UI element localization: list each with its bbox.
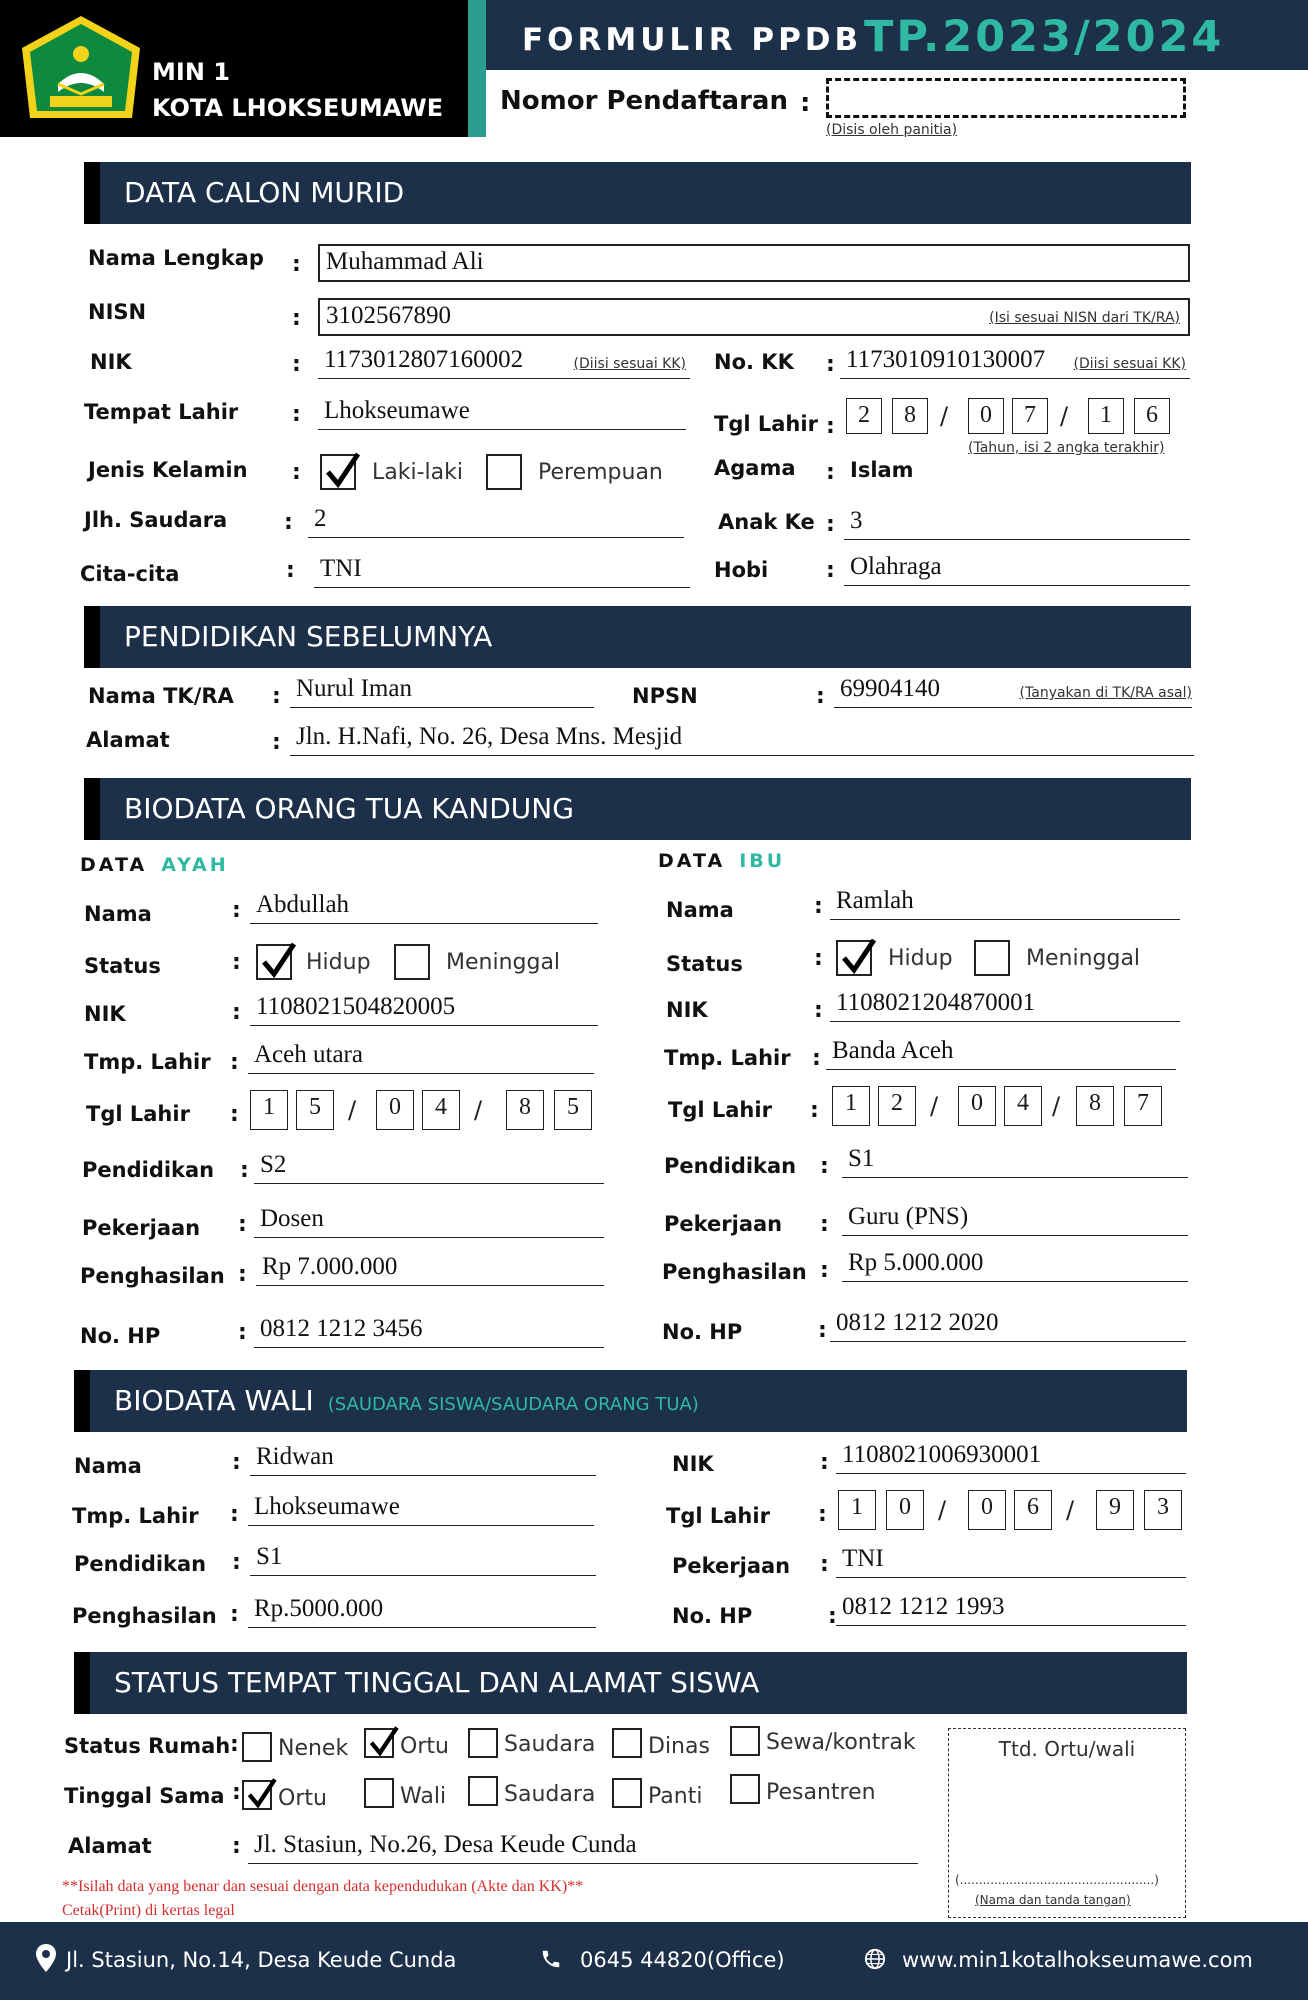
check-icon	[246, 1776, 280, 1810]
wali-label-pendidikan: Pendidikan	[74, 1552, 207, 1576]
label-npsn: NPSN	[632, 684, 698, 708]
colon: :	[814, 894, 823, 919]
label-rumah-nenek: Nenek	[278, 1736, 349, 1761]
subhead-data-ayah: DATA AYAH	[80, 854, 229, 876]
colon: :	[818, 1502, 827, 1527]
label-alamat-tk: Alamat	[86, 728, 170, 752]
section-pendidikan-sebelumnya: PENDIDIKAN SEBELUMNYA	[84, 606, 1191, 668]
wali-field-tmp-lahir[interactable]: Lhokseumawe	[248, 1484, 594, 1526]
signature-box[interactable]	[948, 1728, 1186, 1918]
wali-label-no-hp: No. HP	[672, 1604, 753, 1628]
digit[interactable]: 2	[878, 1086, 916, 1126]
label-rumah-sewa: Sewa/kontrak	[766, 1730, 916, 1755]
ibu-field-nama[interactable]: Ramlah	[830, 880, 1180, 920]
checkbox-perempuan[interactable]	[486, 454, 522, 490]
ibu-field-penghasilan[interactable]: Rp 5.000.000	[842, 1244, 1188, 1282]
form-year: TP.2023/2024	[864, 12, 1225, 62]
date-separator: /	[938, 1496, 947, 1524]
colon: :	[292, 460, 301, 485]
ibu-field-nik[interactable]: 1108021204870001	[830, 984, 1180, 1022]
reg-number-note: (Disis oleh panitia)	[826, 122, 958, 138]
colon: :	[272, 730, 281, 755]
field-cita-cita[interactable]: TNI	[314, 548, 690, 588]
ibu-label-pekerjaan: Pekerjaan	[664, 1212, 783, 1236]
ibu-label-no-hp: No. HP	[662, 1320, 743, 1344]
ibu-label-nik: NIK	[666, 998, 708, 1022]
colon: :	[828, 1604, 837, 1629]
section-biodata-orang-tua: BIODATA ORANG TUA KANDUNG	[84, 778, 1191, 840]
ibu-checkbox-meninggal[interactable]	[974, 940, 1010, 976]
ibu-label-meninggal: Meninggal	[1026, 946, 1141, 971]
ayah-label-tmp-lahir: Tmp. Lahir	[84, 1050, 211, 1074]
label-alamat-siswa: Alamat	[68, 1834, 152, 1858]
ayah-label-status: Status	[84, 954, 161, 978]
footer-address: Jl. Stasiun, No.14, Desa Keude Cunda	[66, 1948, 457, 1972]
digit[interactable]: 1	[838, 1490, 876, 1530]
ayah-checkbox-hidup[interactable]	[256, 944, 292, 980]
label-sama-panti: Panti	[648, 1784, 703, 1809]
ayah-label-no-hp: No. HP	[80, 1324, 161, 1348]
value-agama: Islam	[850, 458, 914, 482]
colon: :	[232, 950, 241, 975]
label-jenis-kelamin: Jenis Kelamin	[88, 458, 248, 482]
signature-note: (Nama dan tanda tangan)	[975, 1893, 1131, 1907]
checkbox-sama-panti[interactable]	[612, 1778, 642, 1808]
digit[interactable]: 0	[958, 1086, 996, 1126]
colon: :	[284, 510, 293, 535]
header-title-bar	[486, 0, 1308, 70]
ayah-label-pendidikan: Pendidikan	[82, 1158, 215, 1182]
field-tempat-lahir[interactable]: Lhokseumawe	[318, 390, 686, 430]
ayah-field-penghasilan[interactable]: Rp 7.000.000	[256, 1250, 604, 1286]
wali-label-tmp-lahir: Tmp. Lahir	[72, 1504, 199, 1528]
ibu-field-tmp-lahir[interactable]: Banda Aceh	[826, 1030, 1176, 1070]
colon: :	[230, 1602, 239, 1627]
ayah-checkbox-meninggal[interactable]	[394, 944, 430, 980]
colon: :	[826, 460, 835, 485]
header-brand	[0, 0, 468, 137]
wali-field-penghasilan[interactable]: Rp.5000.000	[248, 1586, 596, 1628]
ibu-field-no-hp[interactable]: 0812 1212 2020	[830, 1302, 1186, 1342]
ayah-field-pendidikan[interactable]: S2	[254, 1144, 604, 1184]
digit[interactable]: 4	[1004, 1086, 1042, 1126]
wali-field-no-hp[interactable]: 0812 1212 1993	[836, 1586, 1186, 1626]
colon: :	[238, 1262, 247, 1287]
ayah-label-hidup: Hidup	[306, 950, 371, 975]
label-nik: NIK	[90, 350, 132, 374]
digit[interactable]: 1	[832, 1086, 870, 1126]
digit[interactable]: 6	[1134, 398, 1170, 434]
date-separator: /	[930, 1092, 939, 1120]
colon: :	[820, 1212, 829, 1237]
field-npsn[interactable]: 69904140 (Tanyakan di TK/RA asal)	[834, 672, 1192, 708]
colon: :	[238, 1320, 247, 1345]
colon: :	[826, 512, 835, 537]
digit[interactable]: 0	[968, 1490, 1006, 1530]
wali-field-nama[interactable]: Ridwan	[250, 1436, 596, 1476]
digit[interactable]: 7	[1124, 1086, 1162, 1126]
reg-number-box[interactable]	[826, 78, 1186, 118]
checkbox-laki-laki[interactable]	[320, 454, 356, 490]
ibu-checkbox-hidup[interactable]	[836, 940, 872, 976]
wali-field-pekerjaan[interactable]: TNI	[836, 1536, 1186, 1578]
ibu-label-tgl-lahir: Tgl Lahir	[668, 1098, 772, 1122]
label-tgl-lahir: Tgl Lahir	[714, 412, 818, 436]
ibu-label-pendidikan: Pendidikan	[664, 1154, 797, 1178]
ayah-label-nama: Nama	[84, 902, 152, 926]
colon: :	[230, 1502, 239, 1527]
digit[interactable]: 8	[892, 398, 928, 434]
colon: :	[272, 684, 281, 709]
digit[interactable]: 1	[1088, 398, 1124, 434]
ibu-label-tmp-lahir: Tmp. Lahir	[664, 1046, 791, 1070]
globe-icon	[864, 1948, 886, 1970]
colon: :	[814, 998, 823, 1023]
colon: :	[820, 1552, 829, 1577]
label-status-rumah: Status Rumah	[64, 1734, 231, 1758]
ayah-label-nik: NIK	[84, 1002, 126, 1026]
colon: :	[230, 1050, 239, 1075]
colon: :	[292, 306, 301, 331]
colon: :	[230, 1102, 239, 1127]
label-perempuan: Perempuan	[538, 460, 663, 485]
ayah-field-nik[interactable]: 1108021504820005	[250, 990, 598, 1026]
date-separator: /	[474, 1096, 483, 1124]
digit[interactable]: 0	[886, 1490, 924, 1530]
colon: :	[810, 1098, 819, 1123]
colon: :	[816, 684, 825, 709]
kemenag-logo	[18, 14, 144, 130]
school-name: MIN 1 KOTA LHOKSEUMAWE	[152, 58, 444, 122]
reg-colon: :	[800, 88, 811, 118]
ayah-field-pekerjaan[interactable]: Dosen	[254, 1198, 604, 1238]
form-title: FORMULIR PPDB	[522, 22, 863, 58]
label-sama-saudara: Saudara	[504, 1782, 596, 1807]
wali-label-nama: Nama	[74, 1454, 142, 1478]
digit[interactable]: 1	[250, 1090, 288, 1130]
label-nisn: NISN	[88, 300, 147, 324]
colon: :	[240, 1158, 249, 1183]
phone-icon	[540, 1948, 562, 1970]
ibu-field-pekerjaan[interactable]: Guru (PNS)	[842, 1196, 1188, 1236]
colon: :	[232, 1000, 241, 1025]
field-nama-tk[interactable]: Nurul Iman	[290, 672, 594, 708]
date-separator: /	[1066, 1496, 1075, 1524]
colon: :	[286, 558, 295, 583]
digit[interactable]: 5	[296, 1090, 334, 1130]
wali-label-nik: NIK	[672, 1452, 714, 1476]
wali-field-nik[interactable]: 1108021006930001	[836, 1434, 1186, 1474]
checkbox-rumah-ortu[interactable]	[364, 1728, 394, 1758]
label-rumah-ortu: Ortu	[400, 1734, 449, 1759]
label-nama-tk: Nama TK/RA	[88, 684, 234, 708]
colon: :	[232, 1450, 241, 1475]
colon: :	[292, 352, 301, 377]
date-separator: /	[1060, 402, 1069, 430]
checkbox-rumah-sewa[interactable]	[730, 1726, 760, 1756]
label-hobi: Hobi	[714, 558, 769, 582]
colon: :	[826, 414, 835, 439]
colon: :	[820, 1258, 829, 1283]
date-separator: /	[1052, 1092, 1061, 1120]
ayah-field-tgl-lahir[interactable]	[250, 1090, 598, 1132]
checkbox-sama-saudara[interactable]	[468, 1776, 498, 1806]
ayah-label-pekerjaan: Pekerjaan	[82, 1216, 201, 1240]
ibu-field-tgl-lahir[interactable]	[832, 1086, 1180, 1128]
colon: :	[292, 402, 301, 427]
checkbox-rumah-saudara[interactable]	[468, 1728, 498, 1758]
label-agama: Agama	[714, 456, 796, 480]
wali-label-penghasilan: Penghasilan	[72, 1604, 217, 1628]
label-tinggal-sama: Tinggal Sama	[64, 1784, 225, 1808]
section-status-tempat-tinggal: STATUS TEMPAT TINGGAL DAN ALAMAT SISWA	[74, 1652, 1187, 1714]
ayah-label-penghasilan: Penghasilan	[80, 1264, 225, 1288]
digit[interactable]: 4	[422, 1090, 460, 1130]
digit[interactable]: 0	[376, 1090, 414, 1130]
section-biodata-wali: BIODATA WALI (SAUDARA SISWA/SAUDARA ORANG TUA)	[74, 1370, 1187, 1432]
colon: :	[826, 558, 835, 583]
colon: :	[826, 352, 835, 377]
field-nisn[interactable]: 3102567890 (Isi sesuai NISN dari TK/RA)	[318, 298, 1190, 336]
ayah-label-tgl-lahir: Tgl Lahir	[86, 1102, 190, 1126]
tgl-lahir-note: (Tahun, isi 2 angka terakhir)	[968, 440, 1165, 456]
header-accent-strip	[468, 0, 486, 137]
label-no-kk: No. KK	[714, 350, 794, 374]
field-hobi[interactable]: Olahraga	[844, 546, 1190, 586]
footer-website[interactable]: www.min1kotalhokseumawe.com	[902, 1948, 1253, 1972]
subhead-data-ibu: DATA IBU	[658, 850, 786, 872]
digit[interactable]: 2	[846, 398, 882, 434]
field-anak-ke[interactable]: 3	[844, 500, 1190, 540]
check-icon	[840, 936, 880, 976]
digit[interactable]: 5	[554, 1090, 592, 1130]
check-icon	[260, 940, 300, 980]
field-jlh-saudara[interactable]: 2	[308, 498, 684, 538]
label-rumah-saudara: Saudara	[504, 1732, 596, 1757]
wali-field-tgl-lahir[interactable]	[838, 1490, 1188, 1532]
field-tgl-lahir-murid[interactable]	[846, 398, 1176, 438]
checkbox-rumah-dinas[interactable]	[612, 1728, 642, 1758]
digit[interactable]: 0	[968, 398, 1004, 434]
field-alamat-tk[interactable]: Jln. H.Nafi, No. 26, Desa Mns. Mesjid	[290, 718, 1194, 756]
check-icon	[324, 450, 364, 490]
colon: :	[238, 1212, 247, 1237]
digit[interactable]: 9	[1096, 1490, 1134, 1530]
date-separator: /	[940, 402, 949, 430]
footer	[0, 1922, 1308, 2000]
label-nama-lengkap: Nama Lengkap	[88, 246, 264, 270]
date-separator: /	[348, 1096, 357, 1124]
ayah-field-no-hp[interactable]: 0812 1212 3456	[254, 1308, 604, 1348]
ayah-label-meninggal: Meninggal	[446, 950, 561, 975]
colon: :	[232, 1550, 241, 1575]
wali-label-pekerjaan: Pekerjaan	[672, 1554, 791, 1578]
colon: :	[820, 1154, 829, 1179]
digit[interactable]: 6	[1014, 1490, 1052, 1530]
checkbox-sama-wali[interactable]	[364, 1778, 394, 1808]
colon: :	[818, 1318, 827, 1343]
signature-title: Ttd. Ortu/wali	[998, 1737, 1136, 1761]
colon: :	[820, 1450, 829, 1475]
digit[interactable]: 7	[1012, 398, 1048, 434]
footer-phone: 0645 44820(Office)	[580, 1948, 785, 1972]
colon: :	[230, 1732, 239, 1757]
ayah-field-nama[interactable]: Abdullah	[250, 884, 598, 924]
digit[interactable]: 8	[1076, 1086, 1114, 1126]
ayah-field-tmp-lahir[interactable]: Aceh utara	[248, 1034, 594, 1074]
reg-number-label: Nomor Pendaftaran	[500, 86, 788, 116]
wali-label-tgl-lahir: Tgl Lahir	[666, 1504, 770, 1528]
label-tempat-lahir: Tempat Lahir	[84, 400, 239, 424]
wali-field-pendidikan[interactable]: S1	[250, 1536, 596, 1576]
colon: :	[292, 252, 301, 277]
colon: :	[232, 1780, 241, 1805]
label-cita-cita: Cita-cita	[80, 562, 180, 586]
digit[interactable]: 3	[1144, 1490, 1182, 1530]
checkbox-sama-pesantren[interactable]	[730, 1774, 760, 1804]
label-sama-ortu: Ortu	[278, 1786, 327, 1811]
colon: :	[814, 946, 823, 971]
label-laki-laki: Laki-laki	[372, 460, 463, 485]
label-anak-ke: Anak Ke	[718, 510, 815, 534]
ibu-label-status: Status	[666, 952, 743, 976]
check-icon	[368, 1724, 402, 1758]
colon: :	[232, 898, 241, 923]
field-no-kk[interactable]: 1173010910130007 (Diisi sesuai KK)	[840, 344, 1190, 379]
checkbox-rumah-nenek[interactable]	[242, 1732, 272, 1762]
signature-dots: (...................................................)	[955, 1873, 1159, 1887]
field-nama-lengkap[interactable]: Muhammad Ali	[318, 244, 1190, 282]
ibu-label-hidup: Hidup	[888, 946, 953, 971]
colon: :	[232, 1834, 241, 1859]
colon: :	[812, 1046, 821, 1071]
ibu-field-pendidikan[interactable]: S1	[842, 1138, 1188, 1178]
label-sama-wali: Wali	[400, 1784, 447, 1809]
label-rumah-dinas: Dinas	[648, 1734, 710, 1759]
label-jlh-saudara: Jlh. Saudara	[84, 508, 228, 532]
section-data-calon-murid: DATA CALON MURID	[84, 162, 1191, 224]
data-accuracy-note: **Isilah data yang benar dan sesuai dengan data kependudukan (Akte dan KK)**	[62, 1878, 584, 1895]
field-alamat-siswa[interactable]: Jl. Stasiun, No.26, Desa Keude Cunda	[248, 1822, 918, 1864]
digit[interactable]: 8	[506, 1090, 544, 1130]
print-note: Cetak(Print) di kertas legal	[62, 1902, 235, 1919]
field-nik[interactable]: 1173012807160002 (Diisi sesuai KK)	[318, 344, 690, 379]
label-sama-pesantren: Pesantren	[766, 1780, 876, 1805]
ibu-label-penghasilan: Penghasilan	[662, 1260, 807, 1284]
ibu-label-nama: Nama	[666, 898, 734, 922]
location-pin-icon	[36, 1944, 56, 1972]
checkbox-sama-ortu[interactable]	[242, 1780, 272, 1810]
